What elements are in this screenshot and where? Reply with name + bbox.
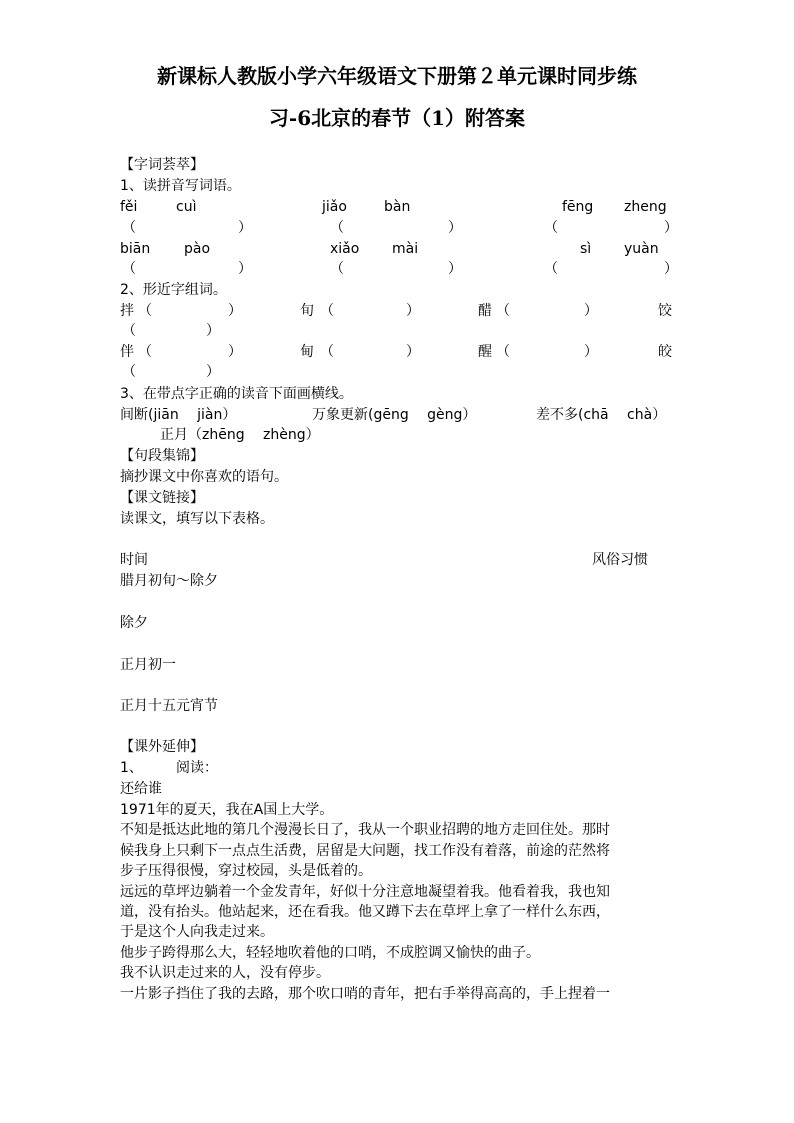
- pinyin: jiǎo: [322, 199, 347, 215]
- answer-bracket-open: （: [496, 303, 510, 319]
- similar-char: 皎: [658, 344, 672, 360]
- answer-bracket-open: （: [122, 364, 136, 380]
- similar-char: 醒: [478, 344, 492, 360]
- story-line: 候我身上只剩下一点点生活费，居留是大问题，找工作没有着落，前途的茫然将: [120, 842, 610, 859]
- question-3: 3、在带点字正确的读音下面画横线。: [120, 386, 353, 402]
- pinyin: bàn: [384, 199, 411, 215]
- answer-bracket-open: （: [122, 261, 136, 277]
- answer-bracket-close: ）: [448, 220, 462, 236]
- instruction-text: 读课文，填写以下表格。: [120, 511, 274, 527]
- pinyin: xiǎo: [330, 241, 360, 257]
- story-title: 还给谁: [120, 781, 162, 797]
- pinyin: pào: [184, 241, 211, 257]
- instruction-text: 摘抄课文中你喜欢的语句。: [120, 469, 288, 485]
- pinyin: fěi: [120, 199, 138, 215]
- pronunciation-choice: 差不多(chā chà）: [536, 407, 667, 423]
- answer-bracket-close: ）: [664, 220, 678, 236]
- story-line: 我不认识走过来的人，没有停步。: [120, 965, 330, 982]
- table-row-time: 正月初一: [120, 657, 176, 673]
- story-line: 他步子跨得那么大，轻轻地吹着他的口哨，不成腔调又愉快的曲子。: [120, 944, 540, 961]
- story-line: 1971年的夏天，我在A国上大学。: [120, 802, 334, 818]
- answer-bracket-close: ）: [448, 261, 462, 277]
- pinyin: biān: [120, 241, 151, 257]
- story-line: 远远的草坪边躺着一个金发青年，好似十分注意地凝望着我。他看着我，我也知: [120, 883, 610, 900]
- section-heading-ciyu: 【字词荟萃】: [120, 157, 204, 173]
- answer-bracket-close: ）: [584, 344, 598, 360]
- answer-bracket-open: （: [544, 220, 558, 236]
- item-label: 阅读：: [176, 760, 218, 776]
- similar-char: 旬: [300, 303, 314, 319]
- answer-bracket-open: （: [138, 344, 152, 360]
- item-number: 1、: [120, 760, 143, 776]
- page-title-line-2: 习-6北京的春节（1）附答案: [268, 106, 526, 130]
- pronunciation-choice: 间断(jiān jiàn）: [120, 407, 237, 423]
- answer-bracket-close: ）: [228, 303, 242, 319]
- answer-bracket-open: （: [138, 303, 152, 319]
- pronunciation-choice: 正月（zhēng zhèng）: [160, 427, 320, 443]
- answer-bracket-close: ）: [238, 261, 252, 277]
- story-line: 一片影子挡住了我的去路，那个吹口哨的青年，把右手举得高高的，手上捏着一: [120, 985, 610, 1002]
- answer-bracket-open: （: [320, 344, 334, 360]
- pronunciation-choice: 万象更新(gēng gèng）: [312, 407, 477, 423]
- section-heading-juduan: 【句段集锦】: [120, 448, 204, 464]
- table-header-time: 时间: [120, 552, 148, 568]
- answer-bracket-open: （: [496, 344, 510, 360]
- answer-bracket-open: （: [330, 220, 344, 236]
- table-header-custom: 风俗习惯: [592, 552, 648, 568]
- story-body: [120, 800, 680, 1004]
- answer-bracket-open: （: [122, 323, 136, 339]
- table-row-time: 正月十五元宵节: [120, 698, 218, 714]
- answer-bracket-open: （: [122, 220, 136, 236]
- similar-char: 拌: [120, 303, 134, 319]
- similar-char: 甸: [300, 344, 314, 360]
- table-row-time: 除夕: [120, 615, 148, 631]
- section-heading-kewai: 【课外延伸】: [120, 739, 204, 755]
- table-row-time: 腊月初旬～除夕: [120, 573, 218, 589]
- answer-bracket-close: ）: [228, 344, 242, 360]
- story-line: 道，没有抬头。他站起来，还在看我。他又蹲下去在草坪上拿了一样什么东西，: [120, 904, 610, 921]
- question-2: 2、形近字组词。: [120, 282, 227, 298]
- story-line: 步子压得很慢，穿过校园，头是低着的。: [120, 863, 372, 880]
- answer-bracket-open: （: [330, 261, 344, 277]
- answer-bracket-close: ）: [664, 261, 678, 277]
- answer-bracket-close: ）: [238, 220, 252, 236]
- pinyin: cuì: [176, 199, 197, 215]
- answer-bracket-close: ）: [406, 303, 420, 319]
- story-line: 不知是抵达此地的第几个漫漫长日了，我从一个职业招聘的地方走回住处。那时: [120, 822, 610, 839]
- answer-bracket-close: ）: [584, 303, 598, 319]
- page-title-line-1: 新课标人教版小学六年级语文下册第２单元课时同步练: [157, 64, 637, 88]
- similar-char: 饺: [658, 303, 672, 319]
- answer-bracket-close: ）: [406, 344, 420, 360]
- section-heading-kewen: 【课文链接】: [120, 490, 204, 506]
- similar-char: 伴: [120, 344, 134, 360]
- pinyin: mài: [392, 241, 419, 257]
- question-1: 1、读拼音写词语。: [120, 178, 241, 194]
- pinyin: sì: [580, 241, 592, 257]
- story-line: 于是这个人向我走过来。: [120, 924, 274, 941]
- answer-bracket-open: （: [544, 261, 558, 277]
- answer-bracket-open: （: [320, 303, 334, 319]
- similar-char: 醋: [478, 303, 492, 319]
- pinyin: zheng: [624, 199, 667, 215]
- pinyin: yuàn: [624, 241, 659, 257]
- answer-bracket-close: ）: [206, 364, 220, 380]
- answer-bracket-close: ）: [206, 323, 220, 339]
- pinyin: fēng: [562, 199, 594, 215]
